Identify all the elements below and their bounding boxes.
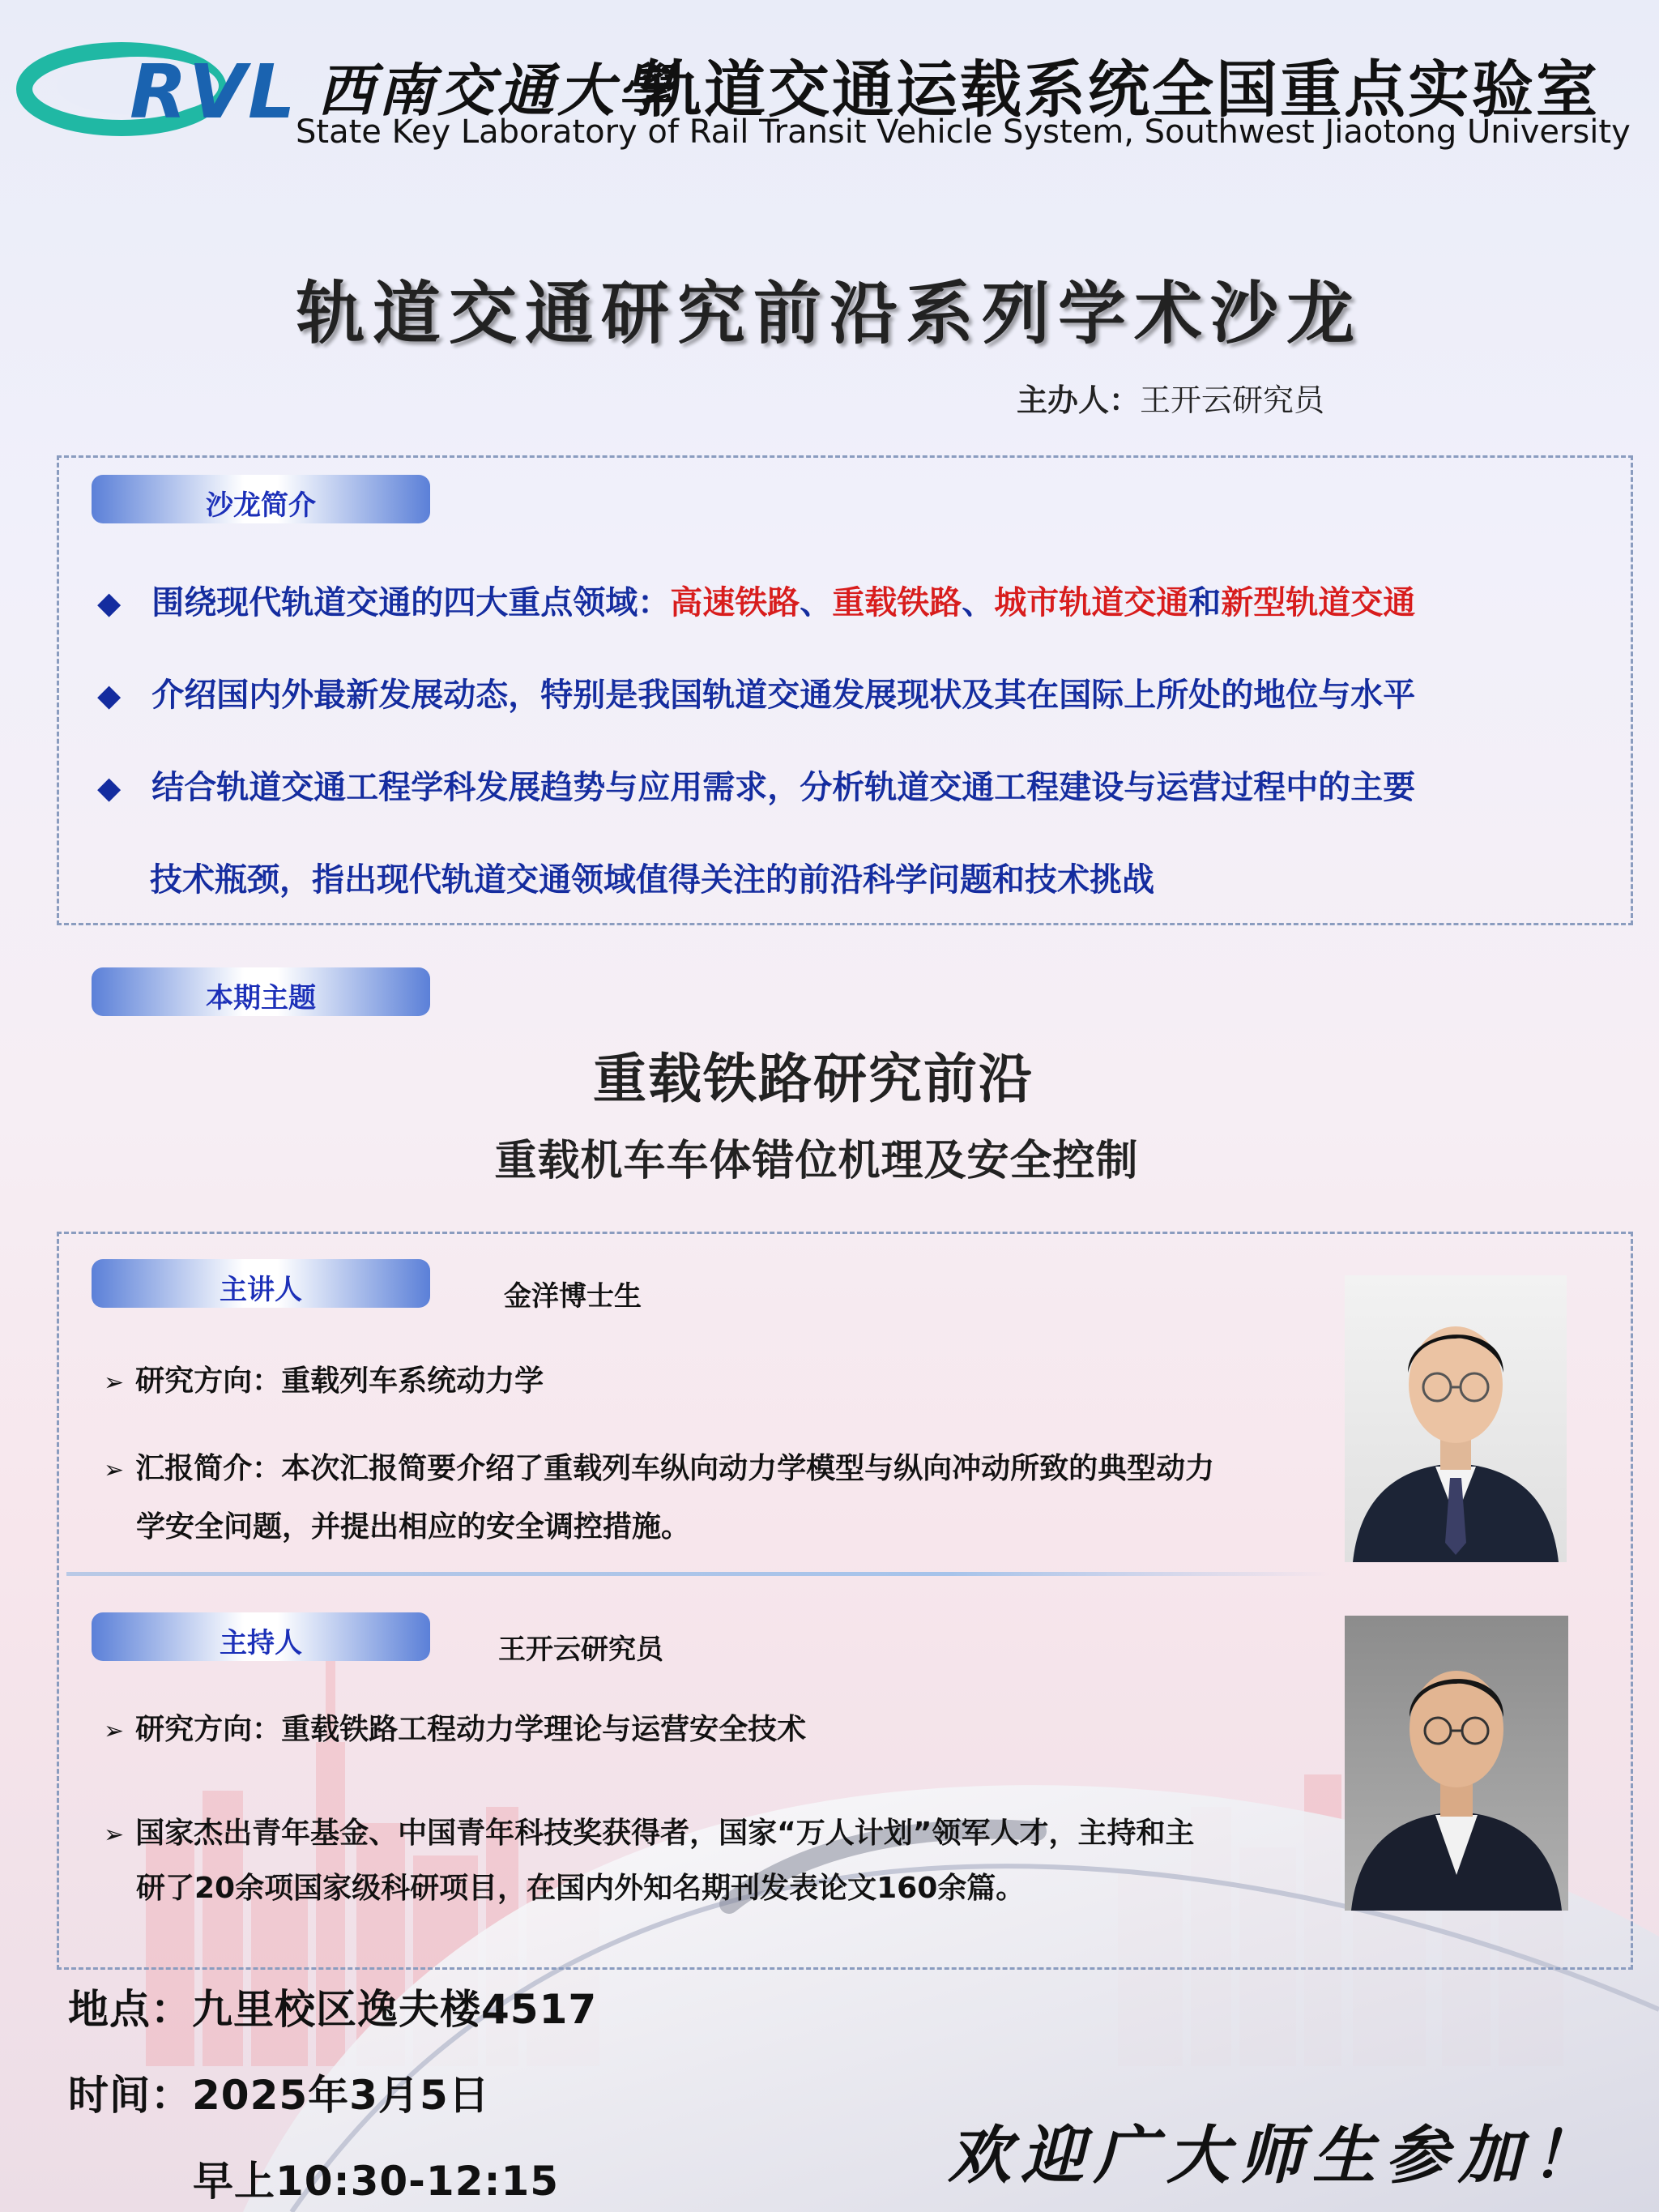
host-portrait-icon bbox=[1345, 1616, 1568, 1911]
intro-bullet-3-text: 结合轨道交通工程学科发展趋势与应用需求，分析轨道交通工程建设与运营过程中的主要 bbox=[151, 769, 1416, 806]
speaker-summary bbox=[104, 1445, 1214, 1487]
host-label-text: 主持人 bbox=[220, 1627, 302, 1659]
arrow-bullet-icon: ➢ bbox=[104, 1456, 125, 1484]
speaker-photo bbox=[1345, 1275, 1567, 1562]
topic-section-label bbox=[92, 967, 430, 1016]
intro-bullet-3 bbox=[97, 762, 1415, 808]
field-new-rail: 新型轨道交通 bbox=[1221, 584, 1416, 621]
topic-subtitle: 重载机车车体错位机理及安全控制 bbox=[494, 1137, 1139, 1185]
host-label bbox=[92, 1612, 430, 1661]
intro-section-label bbox=[92, 475, 430, 523]
separator: 和 bbox=[1188, 584, 1222, 621]
host-research-text: 研究方向：重载铁路工程动力学理论与运营安全技术 bbox=[135, 1713, 807, 1746]
host-photo bbox=[1345, 1616, 1568, 1911]
rvl-logo bbox=[16, 39, 297, 144]
host-research bbox=[104, 1706, 806, 1748]
intro-bullet-3-continued: 技术瓶颈，指出现代轨道交通领域值得关注的前沿科学问题和技术挑战 bbox=[150, 861, 1154, 899]
intro-bullet-1 bbox=[97, 577, 1415, 623]
rvl-logo-text: RVL bbox=[130, 49, 297, 135]
field-urban-rail: 城市轨道交通 bbox=[994, 584, 1189, 621]
speaker-research bbox=[104, 1358, 544, 1399]
welcome-message: 欢迎广大师生参加！ bbox=[948, 2119, 1605, 2193]
diamond-bullet-icon: ◆ bbox=[97, 585, 122, 621]
host-bio-continued: 研了20余项国家级科研项目，在国内外知名期刊发表论文160余篇。 bbox=[136, 1872, 1026, 1905]
field-high-speed-rail: 高速铁路 bbox=[670, 584, 800, 621]
arrow-bullet-icon: ➢ bbox=[104, 1821, 125, 1849]
speaker-summary-continued: 学安全问题，并提出相应的安全调控措施。 bbox=[136, 1510, 691, 1544]
host-bio-text: 国家杰出青年基金、中国青年科技奖获得者，国家“万人计划”领军人才，主持和主 bbox=[135, 1817, 1195, 1850]
organizer-name: 王开云研究员 bbox=[1140, 382, 1325, 418]
separator: 、 bbox=[962, 584, 995, 621]
organizer-label: 主办人： bbox=[1017, 382, 1141, 418]
topic-section-label-text: 本期主题 bbox=[206, 982, 316, 1014]
university-name: 西南交通大學 bbox=[318, 57, 677, 124]
event-location: 地点：九里校区逸夫楼4517 bbox=[68, 1986, 598, 2033]
intro-bullet-2-text: 介绍国内外最新发展动态，特别是我国轨道交通发展现状及其在国际上所处的地位与水平 bbox=[151, 677, 1416, 714]
separator: 、 bbox=[800, 584, 833, 621]
diamond-bullet-icon: ◆ bbox=[97, 677, 122, 713]
lab-name-english: State Key Laboratory of Rail Transit Vehicle System, Southwest Jiaotong University bbox=[296, 113, 1631, 151]
host-name: 王开云研究员 bbox=[498, 1633, 663, 1666]
arrow-bullet-icon: ➢ bbox=[104, 1717, 125, 1745]
speaker-summary-text: 汇报简介：本次汇报简要介绍了重载列车纵向动力学模型与纵向冲动所致的典型动力 bbox=[135, 1452, 1215, 1485]
organizer bbox=[1017, 375, 1324, 420]
field-heavy-haul-rail: 重载铁路 bbox=[832, 584, 962, 621]
intro-bullet-2 bbox=[97, 669, 1415, 715]
diamond-bullet-icon: ◆ bbox=[97, 770, 122, 805]
topic-title: 重载铁路研究前沿 bbox=[593, 1048, 1034, 1110]
arrow-bullet-icon: ➢ bbox=[104, 1369, 125, 1397]
section-divider bbox=[66, 1572, 1330, 1576]
event-date: 时间：2025年3月5日 bbox=[68, 2072, 490, 2119]
speaker-portrait-icon bbox=[1345, 1275, 1567, 1562]
speaker-label-text: 主讲人 bbox=[220, 1274, 302, 1306]
host-bio bbox=[104, 1810, 1194, 1851]
lab-name: 轨道交通运载系统全国重点实验室 bbox=[640, 53, 1600, 126]
speaker-research-text: 研究方向：重载列车系统动力学 bbox=[135, 1364, 544, 1398]
page-title: 轨道交通研究前沿系列学术沙龙 bbox=[296, 273, 1363, 353]
event-time: 早上10:30-12:15 bbox=[193, 2158, 560, 2205]
intro-section-label-text: 沙龙简介 bbox=[206, 489, 316, 522]
speaker-label bbox=[92, 1259, 430, 1308]
intro-bullet-1-prefix: 围绕现代轨道交通的四大重点领域： bbox=[151, 584, 671, 621]
speaker-name: 金洋博士生 bbox=[504, 1280, 642, 1313]
